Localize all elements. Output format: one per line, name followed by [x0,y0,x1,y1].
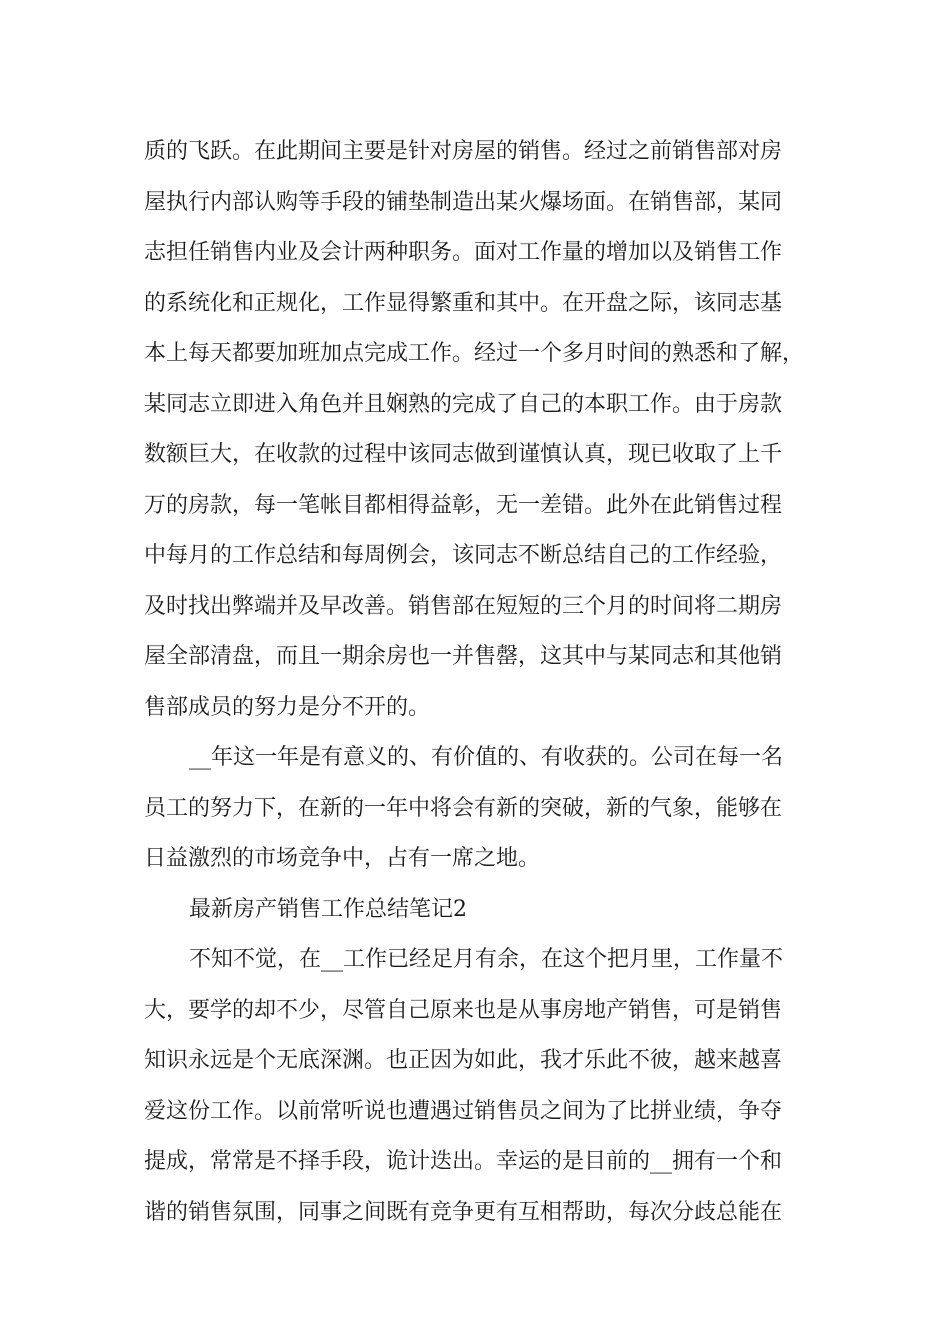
paragraph-line: 谐的销售氛围，同事之间既有竞争更有互相帮助，每次分歧总能在 [144,1199,783,1225]
paragraph-line: 员工的努力下，在新的一年中将会有新的突破，新的气象，能够在 [144,795,783,821]
paragraph-line: 本上每天都要加班加点完成工作。经过一个多月时间的熟悉和了解， [144,341,805,366]
paragraph-line: 屋全部清盘，而且一期余房也一并售罄，这其中与某同志和其他销 [144,644,783,669]
paragraph-line: 日益激烈的市场竞争中，占有一席之地。 [144,846,541,871]
section-heading: 最新房产销售工作总结笔记2 [189,896,467,922]
paragraph-line: 质的飞跃。在此期间主要是针对房屋的销售。经过之前销售部对房 [144,139,783,164]
paragraph-line: 及时找出弊端并及早改善。销售部在短短的三个月的时间将二期房 [144,593,783,619]
paragraph-line: 知识永远是个无底深渊。也正因为如此，我才乐此不彼，越来越喜 [144,1048,783,1073]
paragraph-line: 不知不觉，在__工作已经足月有余，在这个把月里，工作量不 [189,947,784,972]
paragraph-line: 爱这份工作。以前常听说也遭遇过销售员之间为了比拼业绩，争夺 [144,1098,783,1124]
paragraph-line: 万的房款，每一笔帐目都相得益彰，无一差错。此外在此销售过程 [144,492,783,518]
paragraph-line: 数额巨大，在收款的过程中该同志做到谨慎认真，现已收取了上千 [144,442,783,467]
paragraph-line: 某同志立即进入角色并且娴熟的完成了自己的本职工作。由于房款 [144,391,783,417]
paragraph-line: 的系统化和正规化，工作显得繁重和其中。在开盘之际，该同志基 [144,290,783,316]
document-body [144,127,814,1238]
paragraph-line: 屋执行内部认购等手段的铺垫制造出某火爆场面。在销售部，某同 [144,189,783,215]
paragraph-line: 提成，常常是不择手段，诡计迭出。幸运的是目前的__拥有一个和 [144,1149,783,1174]
paragraph-line: 志担任销售内业及会计两种职务。面对工作量的增加以及销售工作 [144,240,783,265]
paragraph-line: 大，要学的却不少，尽管自己原来也是从事房地产销售，可是销售 [144,997,783,1023]
paragraph-line: 售部成员的努力是分不开的。 [144,694,431,720]
paragraph-line: 中每月的工作总结和每周例会，该同志不断总结自己的工作经验， [144,543,783,568]
paragraph-line: __年这一年是有意义的、有价值的、有收获的。公司在每一名 [189,745,784,770]
